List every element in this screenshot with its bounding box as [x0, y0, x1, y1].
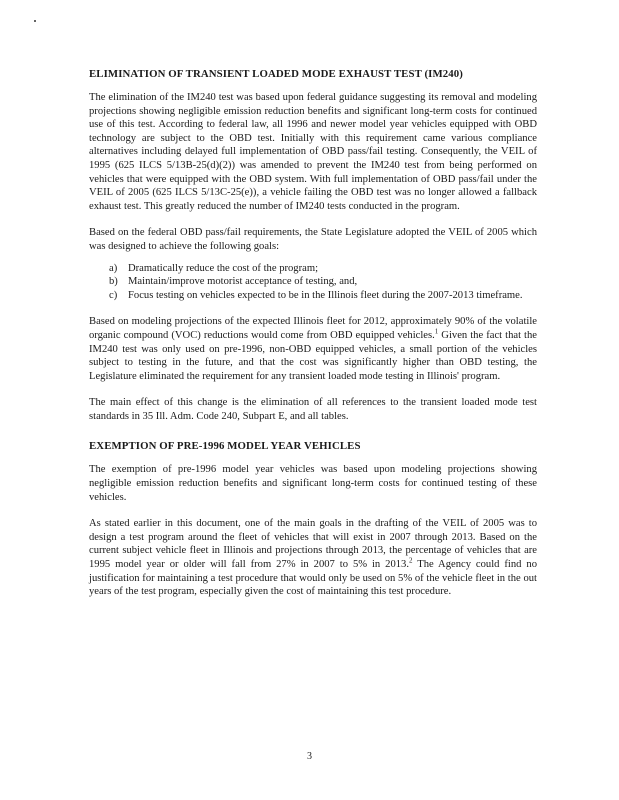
section2-heading: EXEMPTION OF PRE-1996 MODEL YEAR VEHICLES — [89, 440, 361, 453]
section1-paragraph-1: The elimination of the IM240 test was based upon federal guidance suggesting its removal and modeling projections showing negligible emission reduction benefits and significant long-term costs for continued use of this test. According to federal law, all 1996 and newer model year vehicles equipped with OBD technology are subject to the OBD test. Initially with this requirement came various compliance alternatives including delayed full implementation of OBD pass/fail testing. Consequently, the VEIL of 1995 (625 ILCS 5/13B-25(d)(2)) was amended to prevent the IM240 test from being performed on vehicles that were equipped with the OBD system. With full implementation of OBD pass/fail under the VEIL of 2005 (625 ILCS 5/13C-25(e)), a vehicle failing the OBD test was no longer allowed a fallback exhaust test. This greatly reduced the number of IM240 tests conducted in the program. — [89, 92, 537, 212]
goal-item-b — [89, 275, 537, 289]
section2-paragraph-2-text-a: As stated earlier in this document, one of the main goals in the drafting of the VEIL of 2005 was to design a test program around the fleet of vehicles that will exist in 2007 through 2013. Based on the current subject vehicle fleet in Illinois and projections through 2013, the percentage of vehicles that are 1995 model year or older will fall from 27% in 2007 to 5% in 2013. — [89, 518, 537, 571]
section1-paragraph-4: The main effect of this change is the elimination of all references to the transient loaded mode test standards in 35 Ill. Adm. Code 240, Subpart E, and all tables. — [89, 397, 537, 422]
scan-speck — [34, 20, 36, 22]
goal-marker-c: c) — [109, 289, 118, 301]
section2-paragraph-1: The exemption of pre-1996 model year vehicles was based upon modeling projections showing negligible emission reduction benefits and significant long-term costs for continued testing of these vehicles. — [89, 464, 537, 503]
section1-heading: ELIMINATION OF TRANSIENT LOADED MODE EXHAUST TEST (IM240) — [89, 68, 463, 80]
goal-item-c — [89, 289, 537, 303]
page-number: 3 — [307, 751, 312, 762]
section1-paragraph-3-text-b: Given the fact that the IM240 test was only used on pre-1996, non-OBD equipped vehicles, a small portion of the vehicles subject to testing in the future, and that the cost was significantly higher than OBD testing, the Legislature eliminated the requirement for any transient loaded mode testing in Illinois' program. — [89, 329, 537, 382]
goal-item-a — [89, 262, 537, 276]
goal-text-c: Focus testing on vehicles expected to be in the Illinois fleet during the 2007-2013 timeframe. — [128, 289, 523, 301]
footnote-ref-2: 2 — [409, 556, 413, 565]
section2-paragraph-2-text-b: The Agency could find no justification for maintaining a test procedure that would only be used on 5% of the vehicle fleet in the out years of the test program, especially given the cost of maintaining this test procedure. — [89, 559, 537, 598]
section1-paragraph-3 — [89, 315, 537, 383]
goals-list — [89, 262, 537, 303]
goal-marker-a: a) — [109, 262, 118, 274]
section1-paragraph-3-text-a: Based on modeling projections of the expected Illinois fleet for 2012, approximately 90% of the volatile organic compound (VOC) reductions would come from OBD equipped vehicles. — [89, 316, 537, 341]
goal-text-a: Dramatically reduce the cost of the program; — [128, 262, 319, 274]
section2-paragraph-2 — [89, 517, 537, 599]
goal-text-b: Maintain/improve motorist acceptance of testing, and, — [128, 276, 358, 288]
section1-paragraph-2: Based on the federal OBD pass/fail requirements, the State Legislature adopted the VEIL of 2005 which was designed to achieve the following goals: — [89, 227, 537, 252]
goal-marker-b: b) — [109, 276, 118, 288]
footnote-ref-1: 1 — [434, 327, 439, 336]
page-content — [89, 67, 537, 612]
